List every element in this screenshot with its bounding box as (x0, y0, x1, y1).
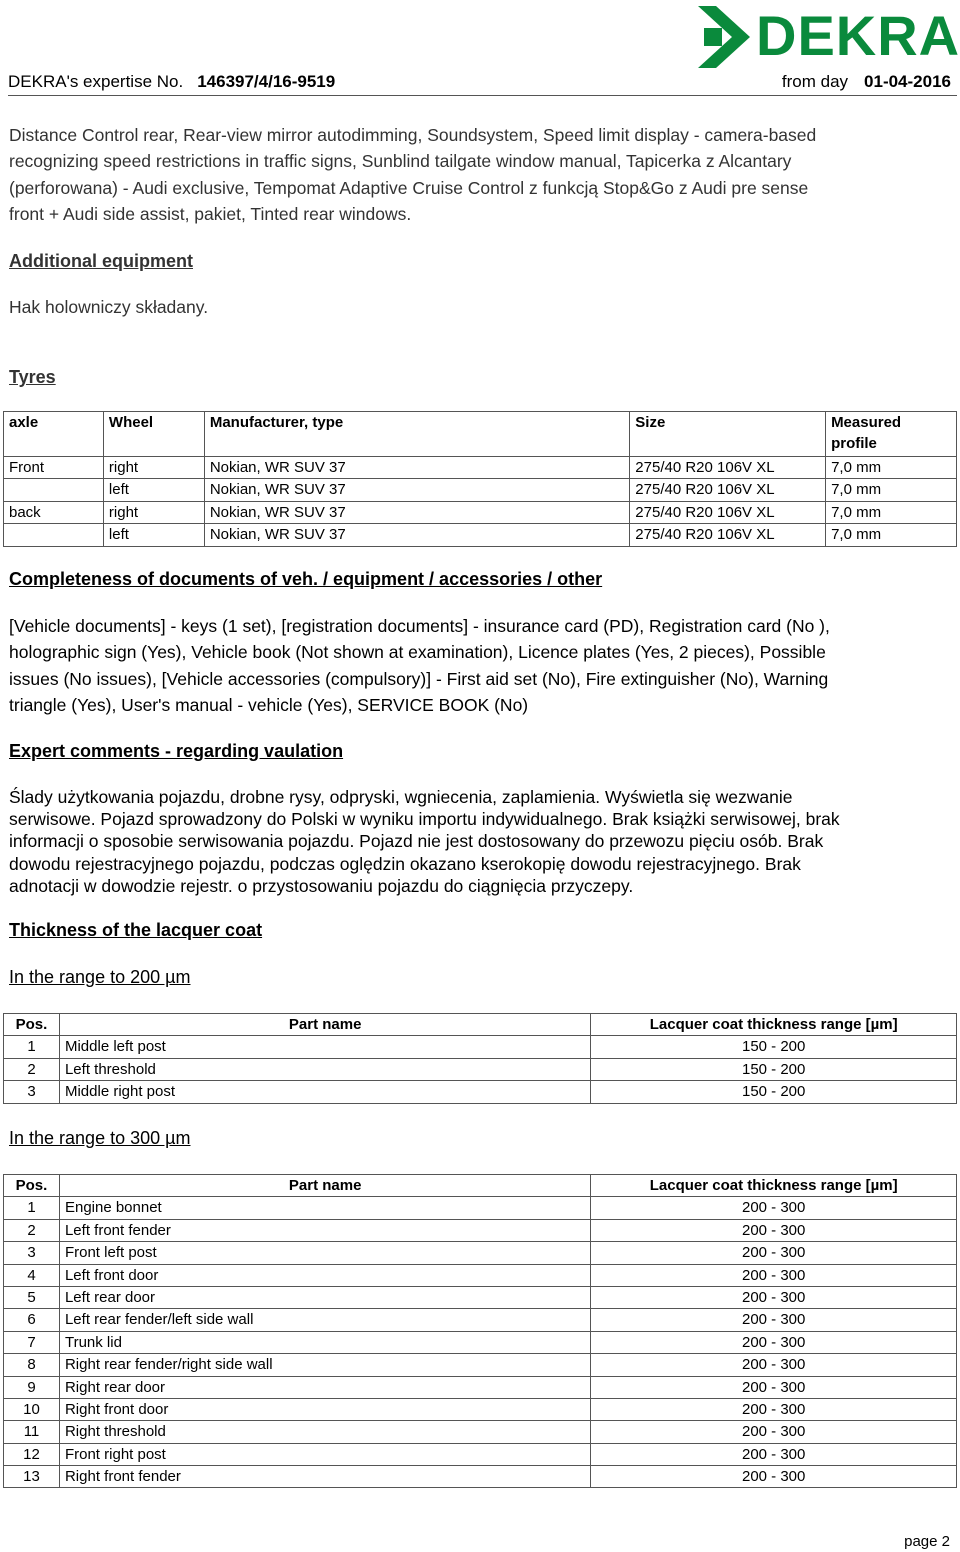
table-row (4, 1036, 957, 1058)
col-measured (826, 412, 957, 457)
equipment-line: Distance Control rear, Rear-view mirror autodimming, Soundsystem, Speed limit display - camera-based (9, 125, 817, 145)
lacquer-heading: Thickness of the lacquer coat (9, 920, 263, 940)
table-row (4, 501, 957, 523)
table-row (4, 1398, 957, 1420)
equipment-line: recognizing speed restrictions in traffic signs, Sunblind tailgate window manual, Tapicerka z Alcantary (9, 151, 792, 172)
dekra-logo (690, 4, 960, 70)
col-pos: Pos. (4, 1175, 60, 1197)
comments-line: serwisowe. Pojazd sprowadzony do Polski w wyniku importu indywidualnego. Brak książki serwisowej, brak (9, 809, 840, 830)
cell-range: 200 - 300 (591, 1264, 957, 1286)
cell-profile: 7,0 mm (826, 479, 957, 501)
comments-line: informacji o sposobie serwisowania pojazdu. Pojazd nie jest dostosowany do przewozu pięciu osób. Brak (9, 831, 824, 852)
expertise-number: 146397/4/16-9519 (197, 72, 336, 91)
col-part-name: Part name (59, 1175, 590, 1197)
dekra-logo-icon (694, 4, 754, 70)
comments-line: dowodu rejestracyjnego pojazdu, podczas oględzin okazano kserokopię dowodu rejestracyjnego. Brak (9, 853, 801, 874)
range-200-heading: In the range to 200 µm (9, 967, 191, 987)
cell-range: 150 - 200 (591, 1058, 957, 1080)
cell-axle: Front (4, 457, 104, 479)
cell-pos: 11 (4, 1421, 60, 1443)
cell-pos: 1 (4, 1197, 60, 1219)
documents-line: [Vehicle documents] - keys (1 set), [registration documents] - insurance card (PD), Registration card (No ), (9, 616, 830, 636)
table-row (4, 1286, 957, 1308)
cell-pos: 5 (4, 1286, 60, 1308)
table-row (4, 1081, 957, 1103)
cell-part: Right front fender (59, 1466, 590, 1488)
cell-manufacturer: Nokian, WR SUV 37 (204, 501, 629, 523)
table-row (4, 1376, 957, 1398)
cell-pos: 2 (4, 1058, 60, 1080)
equipment-paragraph (9, 122, 816, 228)
comments-paragraph (9, 786, 840, 897)
lacquer-200-header-row (4, 1014, 957, 1036)
col-wheel: Wheel (103, 412, 204, 457)
cell-range: 200 - 300 (591, 1219, 957, 1241)
table-row (4, 1219, 957, 1241)
cell-pos: 1 (4, 1036, 60, 1058)
cell-range: 200 - 300 (591, 1398, 957, 1420)
comments-line: adnotacji w dowodzie rejestr. o przystosowaniu pojazdu do ciągnięcia przyczepy. (9, 875, 634, 896)
col-measured-line2: profile (831, 435, 877, 452)
cell-part: Left rear fender/left side wall (59, 1309, 590, 1331)
cell-profile: 7,0 mm (826, 457, 957, 479)
table-row (4, 1466, 957, 1488)
cell-range: 200 - 300 (591, 1286, 957, 1308)
equipment-line: front + Audi side assist, pakiet, Tinted rear windows. (9, 204, 412, 225)
col-size: Size (630, 412, 826, 457)
lacquer-300-table (3, 1174, 957, 1488)
cell-pos: 6 (4, 1309, 60, 1331)
cell-manufacturer: Nokian, WR SUV 37 (204, 457, 629, 479)
table-row (4, 1354, 957, 1376)
table-row (4, 1421, 957, 1443)
documents-line: issues (No issues), [Vehicle accessories (compulsory)] - First aid set (No), Fire extinguisher (No), Warning (9, 668, 829, 689)
cell-pos: 7 (4, 1331, 60, 1353)
cell-pos: 9 (4, 1376, 60, 1398)
page-number: page 2 (904, 1533, 950, 1550)
documents-line: triangle (Yes), User's manual - vehicle (Yes), SERVICE BOOK (No) (9, 695, 529, 716)
cell-pos: 3 (4, 1242, 60, 1264)
cell-part: Front left post (59, 1242, 590, 1264)
cell-axle: back (4, 501, 104, 523)
cell-size: 275/40 R20 106V XL (630, 501, 826, 523)
cell-range: 200 - 300 (591, 1354, 957, 1376)
cell-part: Right front door (59, 1398, 590, 1420)
documents-heading: Completeness of documents of veh. / equipment / accessories / other (9, 569, 603, 589)
cell-axle (4, 479, 104, 501)
cell-range: 150 - 200 (591, 1081, 957, 1103)
col-measured-line1: Measured (831, 414, 902, 431)
range-300-heading: In the range to 300 µm (9, 1128, 191, 1148)
cell-profile: 7,0 mm (826, 501, 957, 523)
col-thickness: Lacquer coat thickness range [µm] (591, 1014, 957, 1036)
col-manufacturer: Manufacturer, type (204, 412, 629, 457)
lacquer-200-table (3, 1013, 957, 1104)
expertise-date (782, 72, 951, 92)
documents-paragraph (9, 613, 830, 719)
comments-heading: Expert comments - regarding vaulation (9, 741, 344, 761)
cell-range: 200 - 300 (591, 1242, 957, 1264)
cell-range: 200 - 300 (591, 1309, 957, 1331)
cell-part: Left front fender (59, 1219, 590, 1241)
table-row (4, 1242, 957, 1264)
table-row (4, 1331, 957, 1353)
cell-size: 275/40 R20 106V XL (630, 479, 826, 501)
cell-pos: 3 (4, 1081, 60, 1103)
logo-text: DEKRA (756, 4, 960, 67)
tyres-header-row (4, 412, 957, 457)
col-thickness: Lacquer coat thickness range [µm] (591, 1175, 957, 1197)
col-part-name: Part name (59, 1014, 590, 1036)
table-row (4, 1264, 957, 1286)
additional-equipment-text: Hak holowniczy składany. (9, 297, 209, 317)
cell-part: Middle right post (59, 1081, 590, 1103)
cell-range: 200 - 300 (591, 1443, 957, 1465)
lacquer-300-header-row (4, 1175, 957, 1197)
cell-range: 200 - 300 (591, 1331, 957, 1353)
cell-range: 200 - 300 (591, 1197, 957, 1219)
cell-profile: 7,0 mm (826, 524, 957, 546)
table-row (4, 479, 957, 501)
table-row (4, 457, 957, 479)
cell-axle (4, 524, 104, 546)
cell-wheel: left (103, 524, 204, 546)
cell-part: Trunk lid (59, 1331, 590, 1353)
cell-pos: 10 (4, 1398, 60, 1420)
table-row (4, 524, 957, 546)
cell-manufacturer: Nokian, WR SUV 37 (204, 479, 629, 501)
comments-line: Ślady użytkowania pojazdu, drobne rysy, odpryski, wgniecenia, zaplamienia. Wyświetla się wezwanie (9, 787, 793, 807)
expertise-label: DEKRA's expertise No. (8, 72, 184, 91)
cell-pos: 12 (4, 1443, 60, 1465)
expertise-title (8, 72, 335, 92)
cell-wheel: right (103, 457, 204, 479)
cell-size: 275/40 R20 106V XL (630, 524, 826, 546)
cell-pos: 8 (4, 1354, 60, 1376)
tyres-heading: Tyres (9, 367, 56, 387)
cell-range: 150 - 200 (591, 1036, 957, 1058)
cell-wheel: left (103, 479, 204, 501)
table-row (4, 1443, 957, 1465)
equipment-line: (perforowana) - Audi exclusive, Tempomat Adaptive Cruise Control z funkcją Stop&Go z Audi pre sense (9, 177, 809, 198)
cell-part: Middle left post (59, 1036, 590, 1058)
documents-line: holographic sign (Yes), Vehicle book (Not shown at examination), Licence plates (Yes, 2 pieces), Possible (9, 642, 826, 663)
cell-pos: 4 (4, 1264, 60, 1286)
tyres-table (3, 411, 957, 547)
date-value: 01-04-2016 (864, 72, 951, 91)
cell-part: Right rear door (59, 1376, 590, 1398)
table-row (4, 1058, 957, 1080)
col-axle: axle (4, 412, 104, 457)
table-row (4, 1309, 957, 1331)
cell-part: Front right post (59, 1443, 590, 1465)
cell-manufacturer: Nokian, WR SUV 37 (204, 524, 629, 546)
additional-equipment-heading: Additional equipment (9, 251, 193, 271)
cell-part: Left rear door (59, 1286, 590, 1308)
cell-range: 200 - 300 (591, 1376, 957, 1398)
cell-part: Engine bonnet (59, 1197, 590, 1219)
date-label: from day (781, 72, 849, 91)
cell-pos: 13 (4, 1466, 60, 1488)
col-pos: Pos. (4, 1014, 60, 1036)
cell-part: Right rear fender/right side wall (59, 1354, 590, 1376)
table-row (4, 1197, 957, 1219)
cell-range: 200 - 300 (591, 1466, 957, 1488)
cell-wheel: right (103, 501, 204, 523)
cell-range: 200 - 300 (591, 1421, 957, 1443)
cell-pos: 2 (4, 1219, 60, 1241)
cell-part: Left threshold (59, 1058, 590, 1080)
cell-size: 275/40 R20 106V XL (630, 457, 826, 479)
cell-part: Right threshold (59, 1421, 590, 1443)
cell-part: Left front door (59, 1264, 590, 1286)
